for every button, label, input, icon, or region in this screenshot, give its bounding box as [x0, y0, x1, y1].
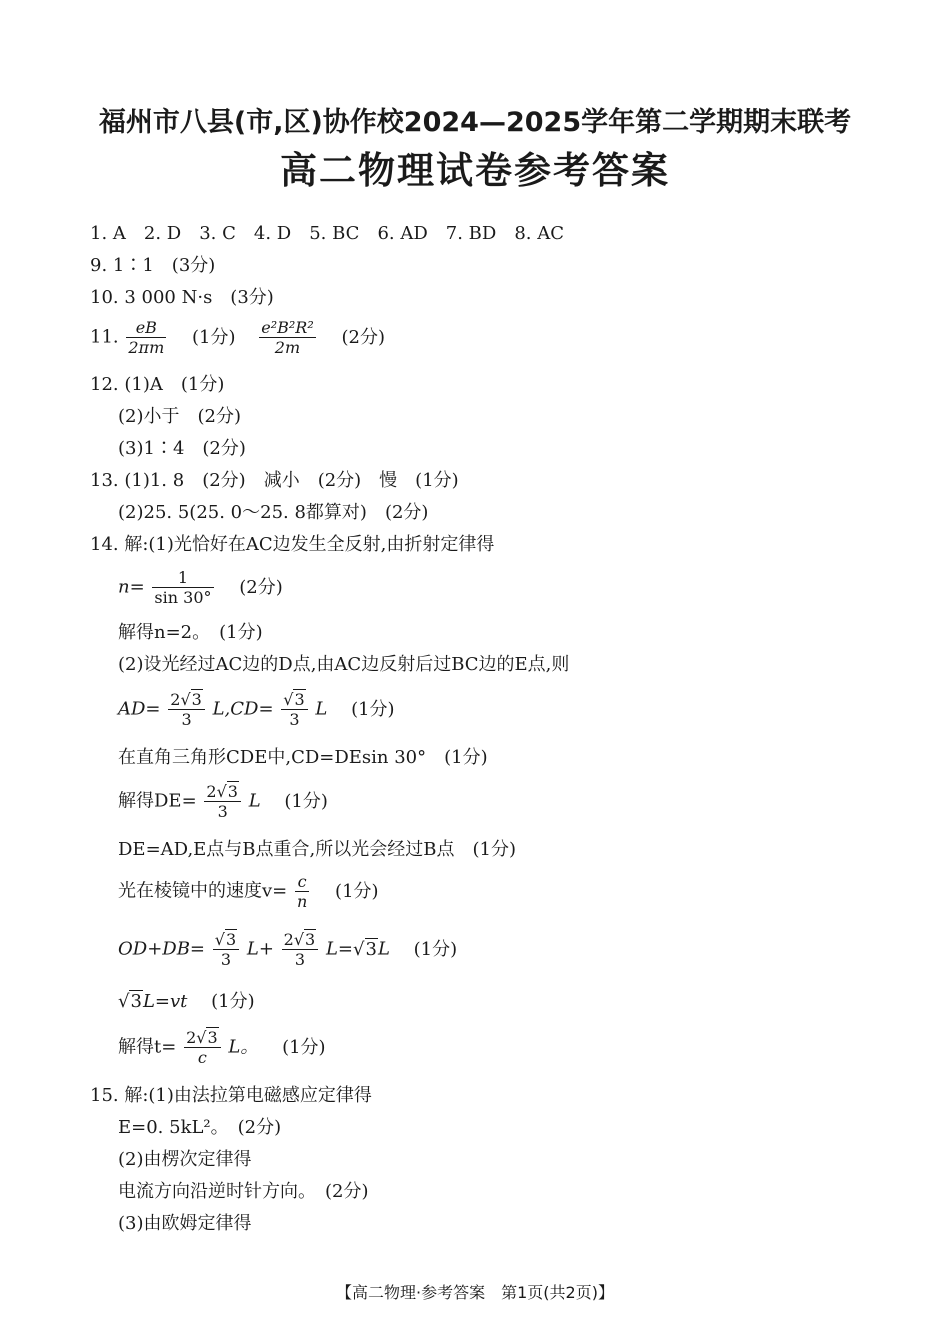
answer-q9: 9. 1∶1 (3分): [90, 255, 216, 276]
q14-points-10: (1分): [282, 1036, 326, 1058]
sqrt-icon: √: [353, 938, 365, 960]
sqrt-icon: √: [180, 690, 191, 709]
answer-q12-3: (3)1∶4 (2分): [118, 438, 246, 459]
q14-speed-equation: [118, 872, 379, 911]
sqrt-icon: √: [214, 930, 225, 949]
q15-emf: E=0. 5kL²。 (2分): [118, 1117, 282, 1138]
q11-f2-num: e²B²R²: [261, 318, 314, 337]
q14-time-fraction: [184, 1028, 221, 1067]
q14-path-radicand-1: 3: [225, 930, 237, 949]
answer-q14-intro: 14. 解:(1)光恰好在AC边发生全反射,由折射定律得: [90, 534, 495, 555]
sqrt-icon: √: [196, 1028, 207, 1047]
q14-points-3: (1分): [351, 698, 395, 720]
q14-result-n: 解得n=2。 (1分): [118, 622, 263, 643]
q14-time-den: c: [197, 1048, 207, 1067]
q14-triangle-equation: 在直角三角形CDE中,CD=DEsin 30° (1分): [118, 747, 488, 768]
answer-q15-intro: 15. 解:(1)由法拉第电磁感应定律得: [90, 1085, 372, 1106]
q14-speed-den: n: [297, 892, 308, 911]
q14-de-radicand: 3: [227, 782, 238, 801]
page-footer: 【高二物理·参考答案 第1页(共2页)】: [336, 1283, 614, 1302]
q14-time-result: [118, 1028, 326, 1067]
q14-ad-fraction: [168, 690, 205, 729]
q14-speed-fraction: [295, 872, 309, 911]
q14-time-unit: L。: [228, 1036, 259, 1058]
q14-refraction-equation: [118, 568, 283, 607]
q14-cd-unit: L: [315, 698, 328, 720]
sqrt-icon: √: [216, 782, 227, 801]
q14-de-lhs: 解得DE=: [118, 790, 197, 812]
q11-fraction-1: [126, 318, 166, 357]
q14-time-equation: [118, 990, 255, 1014]
q14-ad-den: 3: [181, 710, 192, 729]
q14-time-coef: 2: [186, 1028, 197, 1047]
q14-n-den: sin 30°: [154, 588, 212, 607]
q11-points-2: (2分): [341, 326, 385, 348]
q14-path-fraction-1: [213, 930, 239, 969]
sqrt-icon: √: [293, 930, 305, 949]
q14-points-8: (1分): [413, 938, 458, 960]
q14-ad-lhs: AD=: [118, 698, 161, 720]
q14-cd-fraction: [281, 690, 307, 729]
q14-ad-radicand: 3: [191, 690, 202, 709]
q11-f2-den: 2m: [274, 338, 301, 357]
q14-path-radicand-3: 3: [365, 938, 377, 960]
q15-part2: (2)由楞次定律得: [118, 1149, 252, 1170]
answer-q13-2: (2)25. 5(25. 0～25. 8都算对) (2分): [118, 502, 429, 523]
q14-path-coef: 2: [283, 930, 294, 949]
answer-q13-1: 13. (1)1. 8 (2分) 减小 (2分) 慢 (1分): [90, 470, 459, 491]
q11-f1-num: eB: [135, 318, 157, 337]
q14-cd-radicand: 3: [294, 690, 305, 709]
q15-current-direction: 电流方向沿逆时针方向。 (2分): [118, 1181, 369, 1202]
q14-de-result: [118, 782, 328, 821]
sqrt-icon: √: [283, 690, 294, 709]
q11-number: 11.: [90, 326, 119, 348]
q14-path-den-1: 3: [220, 950, 232, 969]
answer-key-title: 高二物理试卷参考答案: [280, 149, 670, 192]
answer-q12-2: (2)小于 (2分): [118, 406, 241, 427]
q14-de-unit: L: [248, 790, 261, 812]
exam-header-title: 福州市八县(市,区)协作校2024—2025学年第二学期期末联考: [98, 107, 852, 138]
q14-b-coincide: DE=AD,E点与B点重合,所以光会经过B点 (1分): [118, 839, 516, 860]
q14-ad-cd-equation: [118, 690, 395, 729]
q14-path-equation: [118, 930, 457, 969]
q14-de-den: 3: [217, 802, 228, 821]
q14-path-unit: L: [377, 938, 390, 960]
q14-n-num: 1: [152, 568, 213, 588]
q14-n-fraction: [152, 568, 213, 607]
q14-time-num-radicand: 3: [207, 1028, 218, 1047]
answer-q11: [90, 318, 385, 357]
q14-path-lhs: OD+DB=: [118, 938, 206, 960]
q14-path-plus: L+: [246, 938, 274, 960]
q11-points-1: (1分): [191, 326, 236, 348]
q14-time-radicand: 3: [130, 991, 142, 1012]
sqrt-icon: √: [118, 991, 130, 1012]
q14-path-radicand-2: 3: [305, 930, 316, 949]
q14-time-lhs: 解得t=: [118, 1036, 177, 1058]
q14-speed-num: c: [297, 872, 307, 891]
q14-de-fraction: [204, 782, 241, 821]
q14-points-7: (1分): [335, 880, 379, 902]
q15-part3: (3)由欧姆定律得: [118, 1213, 252, 1234]
q14-ad-coef: 2: [170, 690, 181, 709]
q14-de-coef: 2: [206, 782, 217, 801]
q14-path-fraction-2: [282, 930, 319, 969]
q14-time-rhs: L=vt: [142, 991, 188, 1012]
q14-points-1: (2分): [239, 576, 283, 598]
answer-q10: 10. 3 000 N·s (3分): [90, 287, 274, 308]
q14-points-9: (1分): [211, 991, 255, 1012]
q14-path-den-2: 3: [294, 950, 306, 969]
answer-q12-1: 12. (1)A (1分): [90, 374, 225, 395]
q11-f1-den: 2πm: [128, 338, 165, 357]
q14-speed-lhs: 光在棱镜中的速度v=: [118, 880, 288, 902]
q14-path-equals: L=: [325, 938, 354, 960]
q14-cd-den: 3: [289, 710, 300, 729]
q14-n-lhs: n=: [118, 576, 145, 598]
q14-points-5: (1分): [284, 790, 328, 812]
q11-fraction-2: [259, 318, 316, 357]
multiple-choice-answers: 1. A 2. D 3. C 4. D 5. BC 6. AD 7. BD 8. AC: [90, 223, 564, 244]
q14-part2-intro: (2)设光经过AC边的D点,由AC边反射后过BC边的E点,则: [118, 654, 570, 675]
q14-cd-lhs: L,CD=: [212, 698, 274, 720]
